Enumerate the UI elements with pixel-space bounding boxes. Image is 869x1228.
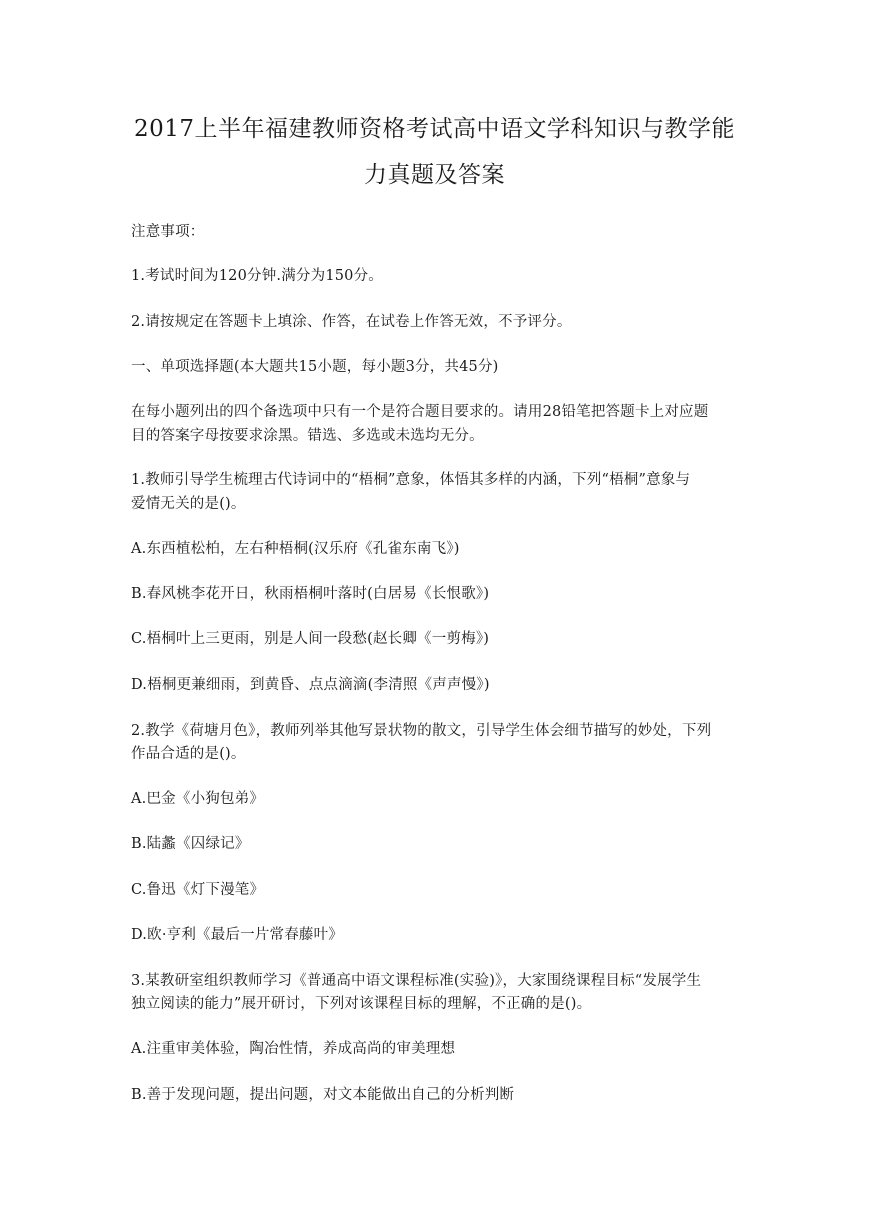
question-2-stem: 2.教学《荷塘月色》，教师列举其他写景状物的散文，引导学生体会细节描写的妙处，下列: [131, 723, 712, 739]
question-3-stem: 独立阅读的能力”展开研讨，下列对该课程目标的理解，不正确的是()。: [131, 996, 592, 1012]
question-3-option-a: A.注重审美体验，陶冶性情，养成高尚的审美理想: [131, 1041, 456, 1057]
question-3-option-b: B.善于发现问题，提出问题，对文本能做出自己的分析判断: [131, 1087, 515, 1103]
notice-item: 2.请按规定在答题卡上填涂、作答，在试卷上作答无效，不予评分。: [131, 314, 572, 330]
question-1-option-a: A.东西植松柏，左右种梧桐(汉乐府《孔雀东南飞》): [131, 541, 460, 557]
section-heading: 一、单项选择题(本大题共15小题，每小题3分，共45分): [131, 359, 499, 375]
question-2-option-a: A.巴金《小狗包弟》: [131, 791, 265, 807]
instructions-line: 在每小题列出的四个备选项中只有一个是符合题目要求的。请用28铅笔把答题卡上对应题: [131, 404, 709, 420]
document-title-line-1: 2017上半年福建教师资格考试高中语文学科知识与教学能: [133, 116, 736, 142]
question-2-option-d: D.欧·亨利《最后一片常春藤叶》: [131, 927, 344, 943]
question-3-stem: 3.某教研室组织教师学习《普通高中语文课程标准(实验)》，大家围绕课程目标“发展学生: [131, 973, 702, 989]
instructions-line: 目的答案字母按要求涂黑。错选、多选或未选均无分。: [131, 428, 484, 444]
document-title-line-2: 力真题及答案: [364, 162, 505, 188]
question-2-option-b: B.陆蠡《囚绿记》: [131, 836, 250, 852]
question-1-option-b: B.春风桃李花开日，秋雨梧桐叶落时(白居易《长恨歌》): [131, 586, 490, 602]
question-1-option-d: D.梧桐更兼细雨，到黄昏、点点滴滴(李清照《声声慢》): [131, 677, 490, 693]
question-1-stem: 1.教师引导学生梳理古代诗词中的“梧桐”意象，体悟其多样的内涵，下列“梧桐”意象与: [131, 472, 691, 488]
question-2-stem: 作品合适的是()。: [131, 746, 246, 762]
question-1-option-c: C.梧桐叶上三更雨，别是人间一段愁(赵长卿《一剪梅》): [131, 631, 490, 647]
question-2-option-c: C.鲁迅《灯下漫笔》: [131, 882, 265, 898]
notice-heading: 注意事项：: [131, 224, 205, 240]
question-1-stem: 爱情无关的是()。: [131, 496, 246, 512]
notice-item: 1.考试时间为120分钟.满分为150分。: [131, 268, 383, 284]
